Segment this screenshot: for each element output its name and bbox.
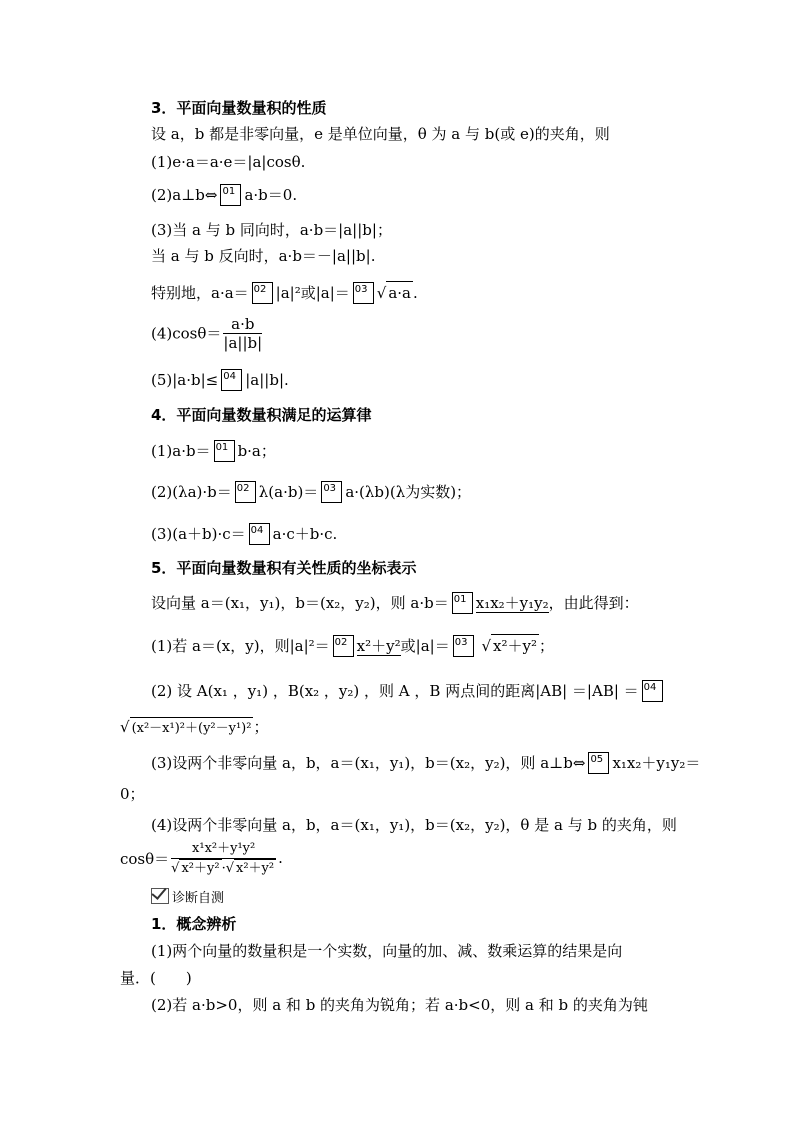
answer-box[interactable] — [252, 282, 273, 304]
s5-line-4b: 0； — [120, 785, 145, 803]
box-number: 01 — [453, 594, 467, 605]
s4-law-3 — [151, 523, 337, 545]
text: 特别地，a·a＝ — [151, 284, 249, 302]
box-number: 02 — [236, 483, 250, 494]
s5-line-4a — [151, 752, 700, 774]
answer-box[interactable] — [214, 440, 235, 462]
text: (2)(λa)·b＝ — [151, 483, 232, 501]
answer-text: x₁x₂＋y₁y₂ — [475, 594, 549, 612]
box-number: 03 — [454, 637, 468, 648]
answer-box[interactable] — [220, 184, 241, 206]
answer-box[interactable] — [642, 680, 663, 702]
section-4-title: 4．平面向量数量积满足的运算律 — [151, 406, 372, 424]
text: x₁x₂＋y₁y₂＝ — [612, 754, 701, 772]
concept-title: 1．概念辨析 — [151, 915, 237, 933]
s3-property-3c: 特别地，a·a＝ 02 |a|²或|a|＝ 03 √ a·a . — [151, 281, 418, 304]
text: a·(λb)(λ为实数)； — [345, 483, 472, 501]
text: cosθ＝ — [120, 850, 170, 868]
s3-intro: 设 a，b 都是非零向量，e 是单位向量，θ 为 a 与 b(或 e)的夹角，则 — [151, 125, 610, 143]
fraction-numerator: a·b — [223, 315, 262, 334]
box-number: 01 — [215, 442, 229, 453]
sqrt-radicand: a·a — [386, 281, 413, 304]
box-number: 05 — [590, 754, 604, 765]
question-1a: (1)两个向量的数量积是一个实数，向量的加、减、数乘运算的结果是向 — [151, 942, 623, 960]
sqrt-radicand: x²＋y² — [181, 861, 220, 876]
answer-box[interactable] — [321, 481, 342, 503]
answer-box[interactable] — [249, 523, 270, 545]
text: (5)|a·b|≤ — [151, 371, 219, 389]
box-number: 01 — [222, 186, 236, 197]
text: 或|a|＝ — [400, 637, 450, 655]
text: ； — [539, 637, 555, 655]
text: (3)设两个非零向量 a，b，a＝(x₁，y₁)，b＝(x₂，y₂)，则 a⊥b⇔ — [151, 754, 586, 772]
text: (2) 设 A(x₁ ，y₁) ，B(x₂ ，y₂) ，则 A ，B 两点间的距离|AB| ＝|AB| ＝ — [151, 682, 639, 700]
text: a·b＝0. — [244, 186, 298, 204]
box-number: 03 — [354, 284, 368, 295]
answer-text: x²＋y² — [356, 637, 401, 655]
box-number: 04 — [223, 371, 236, 382]
text: (2)a⊥b⇔ — [151, 186, 218, 204]
section-3-title: 3．平面向量数量积的性质 — [151, 99, 327, 117]
s5-line-1 — [151, 592, 639, 614]
sqrt-radicand: x²＋y² — [236, 861, 275, 876]
s3-property-1: (1)e·a＝a·e＝|a|cosθ. — [151, 153, 306, 171]
text: 设向量 a＝(x₁，y₁)，b＝(x₂，y₂)，则 a·b＝ — [151, 594, 449, 612]
text: |a|²或|a|＝ — [275, 284, 350, 302]
text: ，由此得到： — [548, 594, 639, 612]
answer-box[interactable] — [353, 282, 374, 304]
text: (4)cosθ＝ — [151, 324, 222, 343]
text: λ(a·b)＝ — [258, 483, 319, 501]
section-5-title: 5．平面向量数量积有关性质的坐标表示 — [151, 559, 417, 577]
text: ； — [253, 718, 269, 736]
box-number: 02 — [334, 637, 348, 648]
answer-box[interactable] — [453, 635, 474, 657]
sqrt-radicand: (x²－x¹)²＋(y²－y¹)² — [130, 717, 254, 740]
fraction-numerator: x¹x²＋y¹y² — [171, 840, 276, 859]
text: (1)a·b＝ — [151, 442, 211, 460]
answer-box[interactable] — [333, 635, 354, 657]
s3-property-4 — [151, 315, 264, 352]
s3-property-2 — [151, 184, 297, 206]
s3-property-5 — [151, 369, 289, 391]
text: |a||b|. — [245, 371, 289, 389]
fraction — [171, 840, 276, 878]
answer-box[interactable] — [588, 752, 609, 774]
fraction — [223, 315, 262, 352]
s3-property-3a: (3)当 a 与 b 同向时，a·b＝|a||b|； — [151, 221, 392, 239]
s5-line-3a — [151, 680, 666, 702]
s4-law-1 — [151, 440, 276, 462]
box-number: 04 — [643, 682, 657, 693]
text: a·c＋b·c. — [272, 525, 338, 543]
text: . — [278, 849, 283, 867]
s5-line-3b: √ (x²－x¹)²＋(y²－y¹)² ； — [120, 716, 269, 740]
answer-box[interactable] — [452, 592, 473, 614]
diagnostic-label — [151, 888, 224, 910]
s5-line-2: (1)若 a＝(x，y)，则|a|²＝ 02 x²＋y²或|a|＝ 03 √ x²＋y² ； — [151, 634, 554, 657]
s5-line-5b — [120, 840, 283, 878]
diagnostic-label-text: 诊断自测 — [172, 891, 225, 906]
box-number: 04 — [250, 525, 264, 536]
text: (1)若 a＝(x，y)，则|a|²＝ — [151, 637, 330, 655]
fraction-denominator: |a||b| — [223, 334, 263, 352]
text: (3)(a＋b)·c＝ — [151, 525, 246, 543]
question-2: (2)若 a·b>0，则 a 和 b 的夹角为锐角；若 a·b<0，则 a 和 b 的夹角为钝 — [151, 996, 648, 1014]
sqrt-radicand: x²＋y² — [491, 634, 539, 657]
s5-line-5a: (4)设两个非零向量 a，b，a＝(x₁，y₁)，b＝(x₂，y₂)，θ 是 a 与 b 的夹角，则 — [151, 816, 677, 834]
fraction-denominator: √ x²＋y² ·√ x²＋y² — [171, 861, 275, 876]
s4-law-2 — [151, 481, 471, 503]
box-number: 03 — [323, 483, 337, 494]
box-number: 02 — [253, 284, 267, 295]
s3-property-3b: 当 a 与 b 反向时，a·b＝－|a||b|. — [151, 247, 376, 265]
checkmark-icon — [151, 888, 169, 904]
text: b·a； — [237, 442, 276, 460]
answer-box[interactable] — [235, 481, 256, 503]
question-1b: 量．( ) — [120, 969, 192, 987]
answer-box[interactable] — [221, 369, 242, 391]
